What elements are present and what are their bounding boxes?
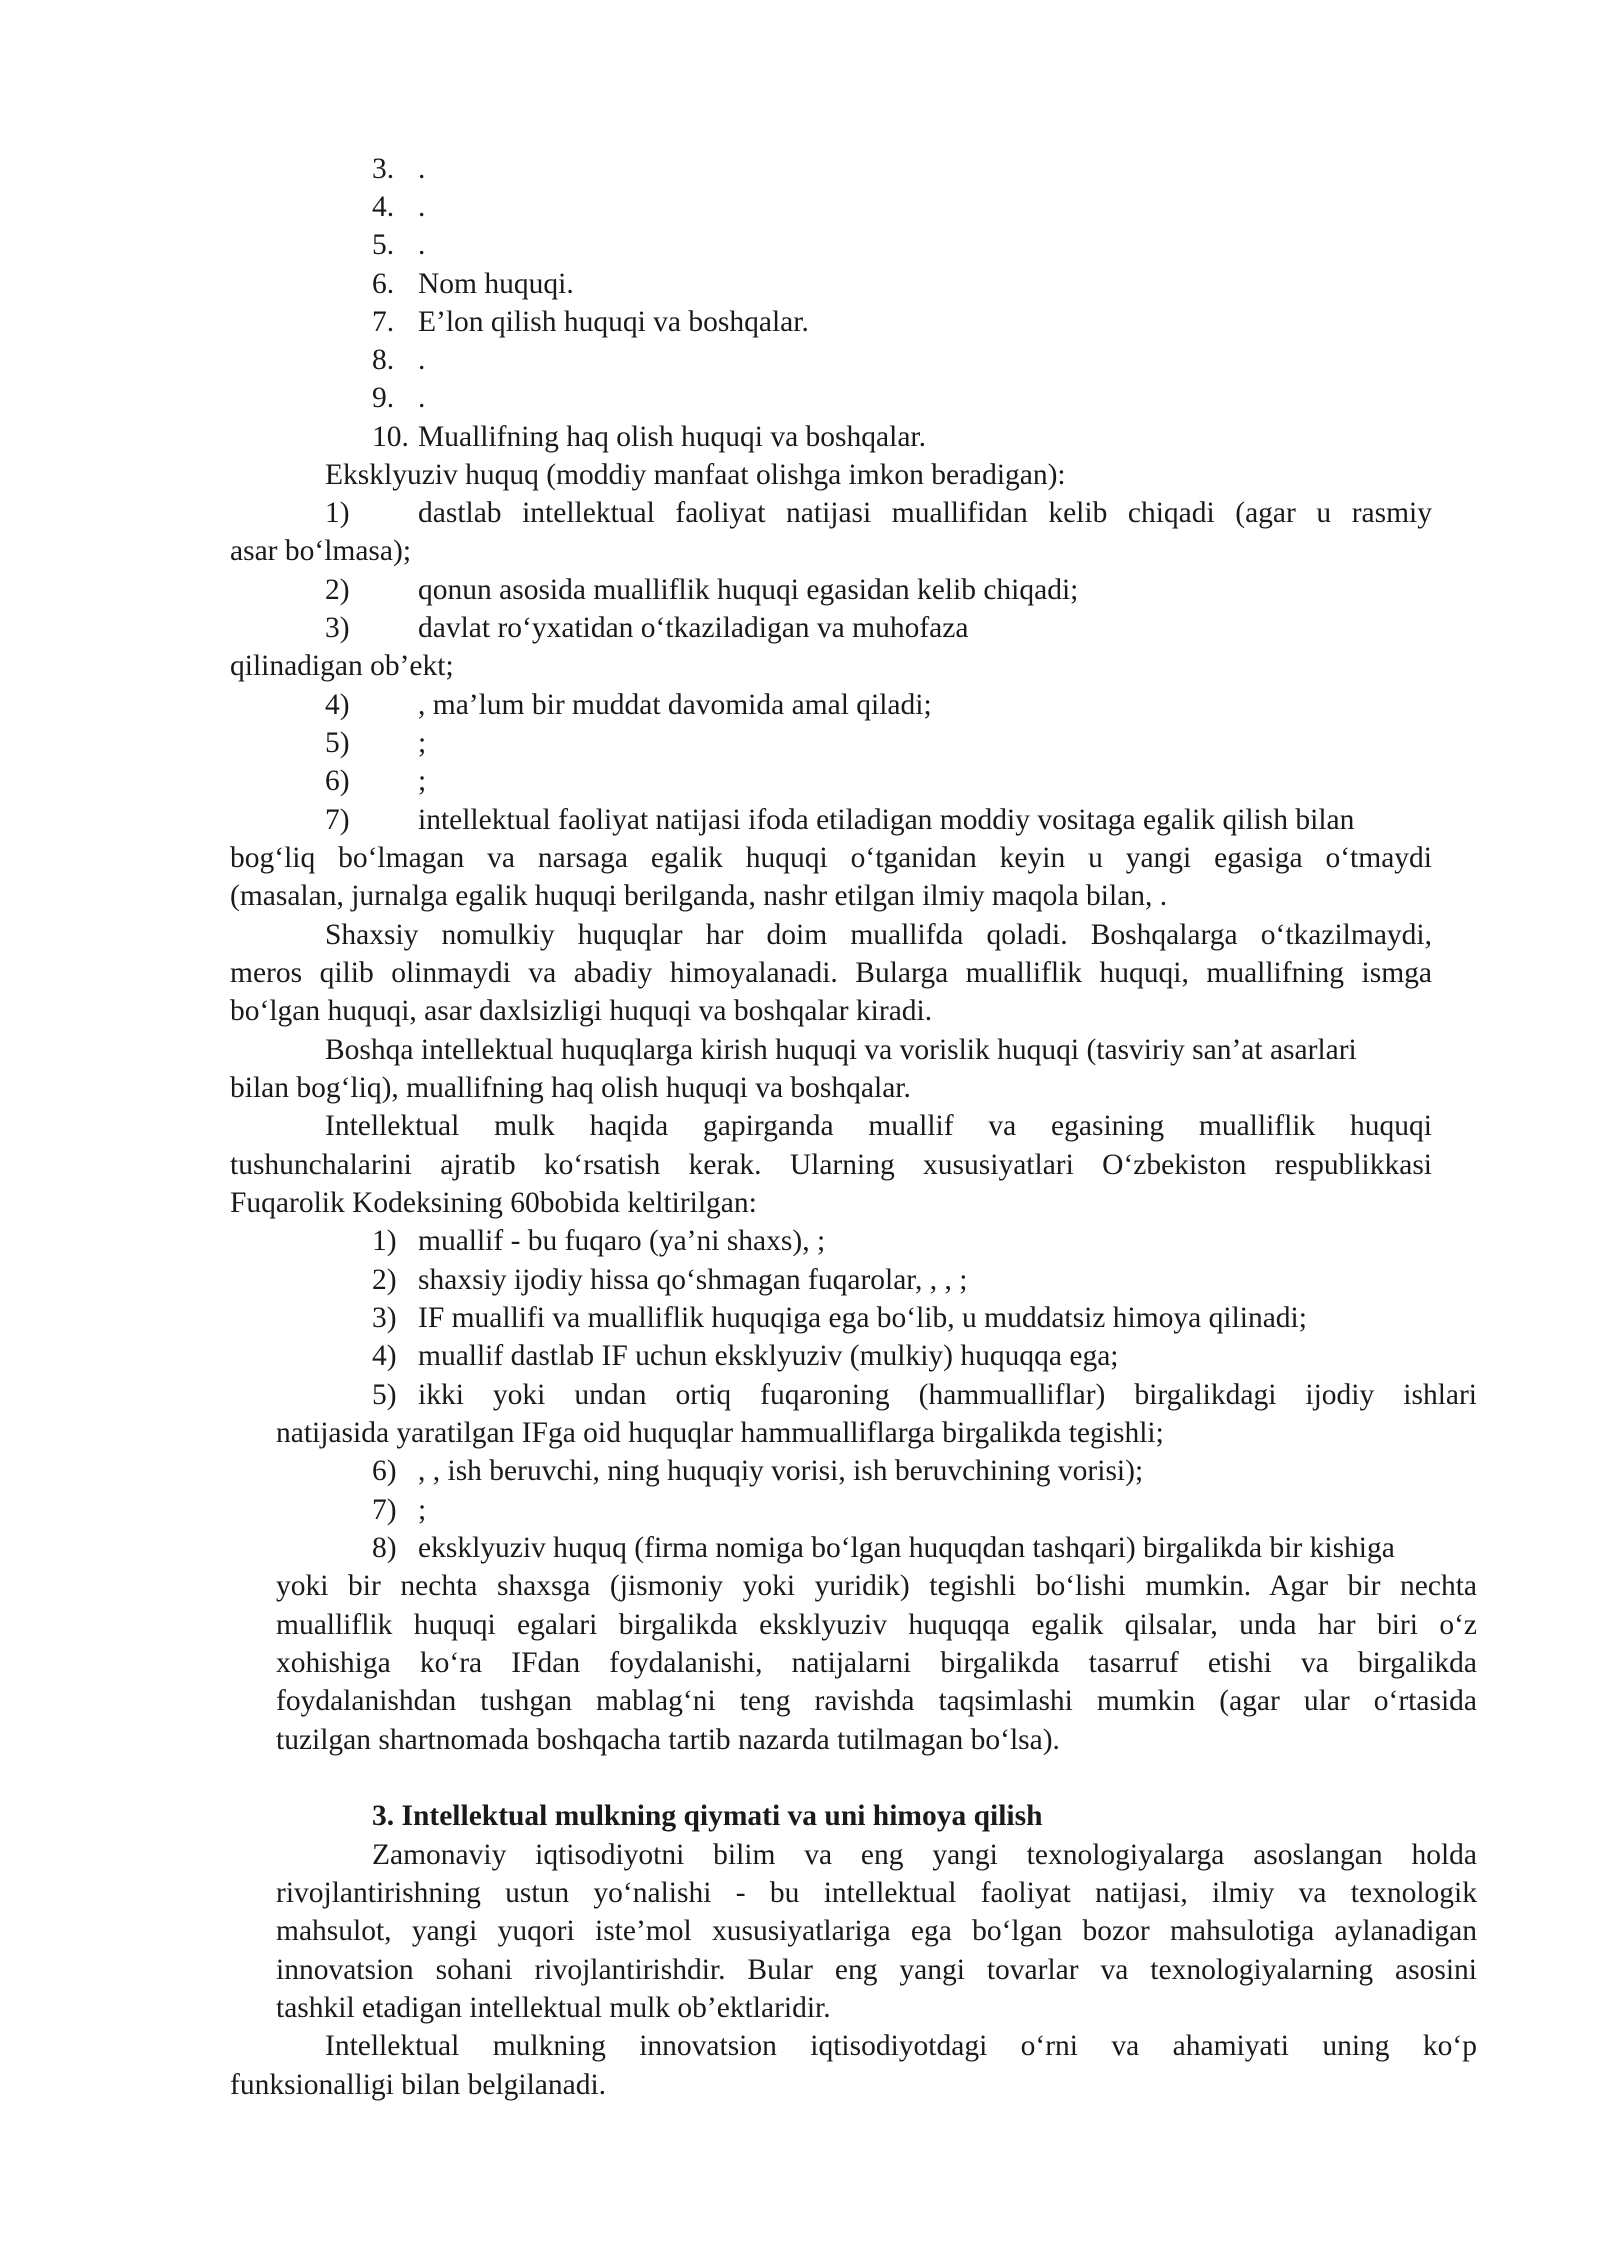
list-number: 5) — [325, 727, 350, 759]
list-item-text: ; — [418, 765, 427, 797]
list-item-text: Nom huquqi. — [418, 268, 574, 300]
list-item-text: . — [418, 344, 426, 376]
list-number: 8. — [372, 344, 395, 376]
list-number: 6) — [372, 1455, 397, 1487]
list-item-text: . — [418, 153, 426, 185]
list-item-text: yoki bir nechta shaxsga (jismoniy yoki yuridik) tegishli bo‘lishi mumkin. Agar bir nechta — [276, 1570, 1477, 1602]
paragraph-line: tushunchalarini ajratib ko‘rsatish kerak. Ularning xususiyatlari O‘zbekiston respublikkasi — [230, 1149, 1432, 1181]
list-item-text: (masalan, jurnalga egalik huquqi berilganda, nashr etilgan ilmiy maqola bilan, . — [230, 880, 1168, 912]
list-item-text: qonun asosida mualliflik huquqi egasidan kelib chiqadi; — [418, 574, 1079, 606]
list-number: 9. — [372, 382, 395, 414]
list-item-text: Muallifning haq olish huquqi va boshqalar. — [418, 421, 926, 453]
list-number: 4) — [325, 689, 350, 721]
list-item-text: . — [418, 191, 426, 223]
list-number: 6. — [372, 268, 395, 300]
list-item-text: davlat ro‘yxatidan o‘tkaziladigan va muhofaza — [418, 612, 969, 644]
list-item-text: , ma’lum bir muddat davomida amal qiladi; — [418, 689, 932, 721]
list-item-text: natijasida yaratilgan IFga oid huquqlar hammualliflarga birgalikda tegishli; — [276, 1417, 1164, 1449]
paragraph-line: Zamonaviy iqtisodiyotni bilim va eng yangi texnologiyalarga asoslangan holda — [372, 1839, 1477, 1871]
list-number: 6) — [325, 765, 350, 797]
list-number: 2) — [325, 574, 350, 606]
list-number: 5. — [372, 229, 395, 261]
paragraph-line: Boshqa intellektual huquqlarga kirish huquqi va vorislik huquqi (tasviriy san’at asarlari — [325, 1034, 1357, 1066]
list-item-text: E’lon qilish huquqi va boshqalar. — [418, 306, 809, 338]
section-heading: 3. Intellektual mulkning qiymati va uni himoya qilish — [372, 1800, 1043, 1832]
paragraph-line: mahsulot, yangi yuqori iste’mol xususiyatlariga ega bo‘lgan bozor mahsulotiga aylanadigan — [276, 1915, 1477, 1947]
list-item-text: ikki yoki undan ortiq fuqaroning (hammualliflar) birgalikdagi ijodiy ishlari — [418, 1379, 1477, 1411]
list-number: 1) — [325, 497, 350, 529]
paragraph-line: funksionalligi bilan belgilanadi. — [230, 2069, 607, 2101]
paragraph-line: Eksklyuziv huquq (moddiy manfaat olishga imkon beradigan): — [325, 459, 1066, 491]
list-item-text: , , ish beruvchi, ning huquqiy vorisi, ish beruvchining vorisi); — [418, 1455, 1144, 1487]
list-item-text: . — [418, 382, 426, 414]
paragraph-line: rivojlantirishning ustun yo‘nalishi - bu intellektual faoliyat natijasi, ilmiy va texnologik — [276, 1877, 1477, 1909]
list-item-text: IF muallifi va mualliflik huquqiga ega bo‘lib, u muddatsiz himoya qilinadi; — [418, 1302, 1307, 1334]
list-item-text: eksklyuziv huquq (firma nomiga bo‘lgan huquqdan tashqari) birgalikda bir kishiga — [418, 1532, 1395, 1564]
list-number: 3) — [372, 1302, 397, 1334]
list-item-text: dastlab intellektual faoliyat natijasi muallifidan kelib chiqadi (agar u rasmiy — [418, 497, 1432, 529]
list-number: 4. — [372, 191, 395, 223]
list-number: 5) — [372, 1379, 397, 1411]
paragraph-line: Shaxsiy nomulkiy huquqlar har doim muallifda qoladi. Boshqalarga o‘tkazilmaydi, — [325, 919, 1432, 951]
list-item-text: intellektual faoliyat natijasi ifoda etiladigan moddiy vositaga egalik qilish bilan — [418, 804, 1355, 836]
list-item-text: asar bo‘lmasa); — [230, 535, 412, 567]
list-number: 2) — [372, 1264, 397, 1296]
paragraph-line: tashkil etadigan intellektual mulk ob’ektlaridir. — [276, 1992, 831, 2024]
list-item-text: ; — [418, 727, 427, 759]
list-item-text: mualliflik huquqi egalari birgalikda eksklyuziv huquqqa egalik qilsalar, unda har biri o‘z — [276, 1609, 1477, 1641]
list-number: 1) — [372, 1225, 397, 1257]
paragraph-line: Fuqarolik Kodeksining 60bobida keltirilgan: — [230, 1187, 757, 1219]
list-number: 10. — [372, 421, 409, 453]
list-item-text: . — [418, 229, 426, 261]
list-item-text: qilinadigan ob’ekt; — [230, 650, 454, 682]
list-number: 4) — [372, 1340, 397, 1372]
paragraph-line: innovatsion sohani rivojlantirishdir. Bular eng yangi tovarlar va texnologiyalarning asosini — [276, 1954, 1477, 1986]
paragraph-line: Intellektual mulk haqida gapirganda muallif va egasining mualliflik huquqi — [325, 1110, 1432, 1142]
list-number: 3. — [372, 153, 395, 185]
list-item-text: shaxsiy ijodiy hissa qo‘shmagan fuqarolar, , , ; — [418, 1264, 968, 1296]
list-item-text: tuzilgan shartnomada boshqacha tartib nazarda tutilmagan bo‘lsa). — [276, 1724, 1060, 1756]
list-number: 3) — [325, 612, 350, 644]
paragraph-line: bilan bog‘liq), muallifning haq olish huquqi va boshqalar. — [230, 1072, 911, 1104]
list-item-text: muallif - bu fuqaro (ya’ni shaxs), ; — [418, 1225, 826, 1257]
list-number: 7. — [372, 306, 395, 338]
paragraph-line: bo‘lgan huquqi, asar daxlsizligi huquqi va boshqalar kiradi. — [230, 995, 933, 1027]
paragraph-line: Intellektual mulkning innovatsion iqtisodiyotdagi o‘rni va ahamiyati uning ko‘p — [325, 2030, 1477, 2062]
list-item-text: xohishiga ko‘ra IFdan foydalanishi, natijalarni birgalikda tasarruf etishi va birgalikda — [276, 1647, 1477, 1679]
list-item-text: foydalanishdan tushgan mablag‘ni teng ravishda taqsimlashi mumkin (agar ular o‘rtasida — [276, 1685, 1477, 1717]
list-number: 7) — [372, 1494, 397, 1526]
list-item-text: bog‘liq bo‘lmagan va narsaga egalik huquqi o‘tganidan keyin u yangi egasiga o‘tmaydi — [230, 842, 1432, 874]
list-item-text: ; — [418, 1494, 427, 1526]
paragraph-line: meros qilib olinmaydi va abadiy himoyalanadi. Bularga mualliflik huquqi, muallifning ismga — [230, 957, 1432, 989]
list-number: 8) — [372, 1532, 397, 1564]
list-number: 7) — [325, 804, 350, 836]
list-item-text: muallif dastlab IF uchun eksklyuziv (mulkiy) huquqqa ega; — [418, 1340, 1119, 1372]
